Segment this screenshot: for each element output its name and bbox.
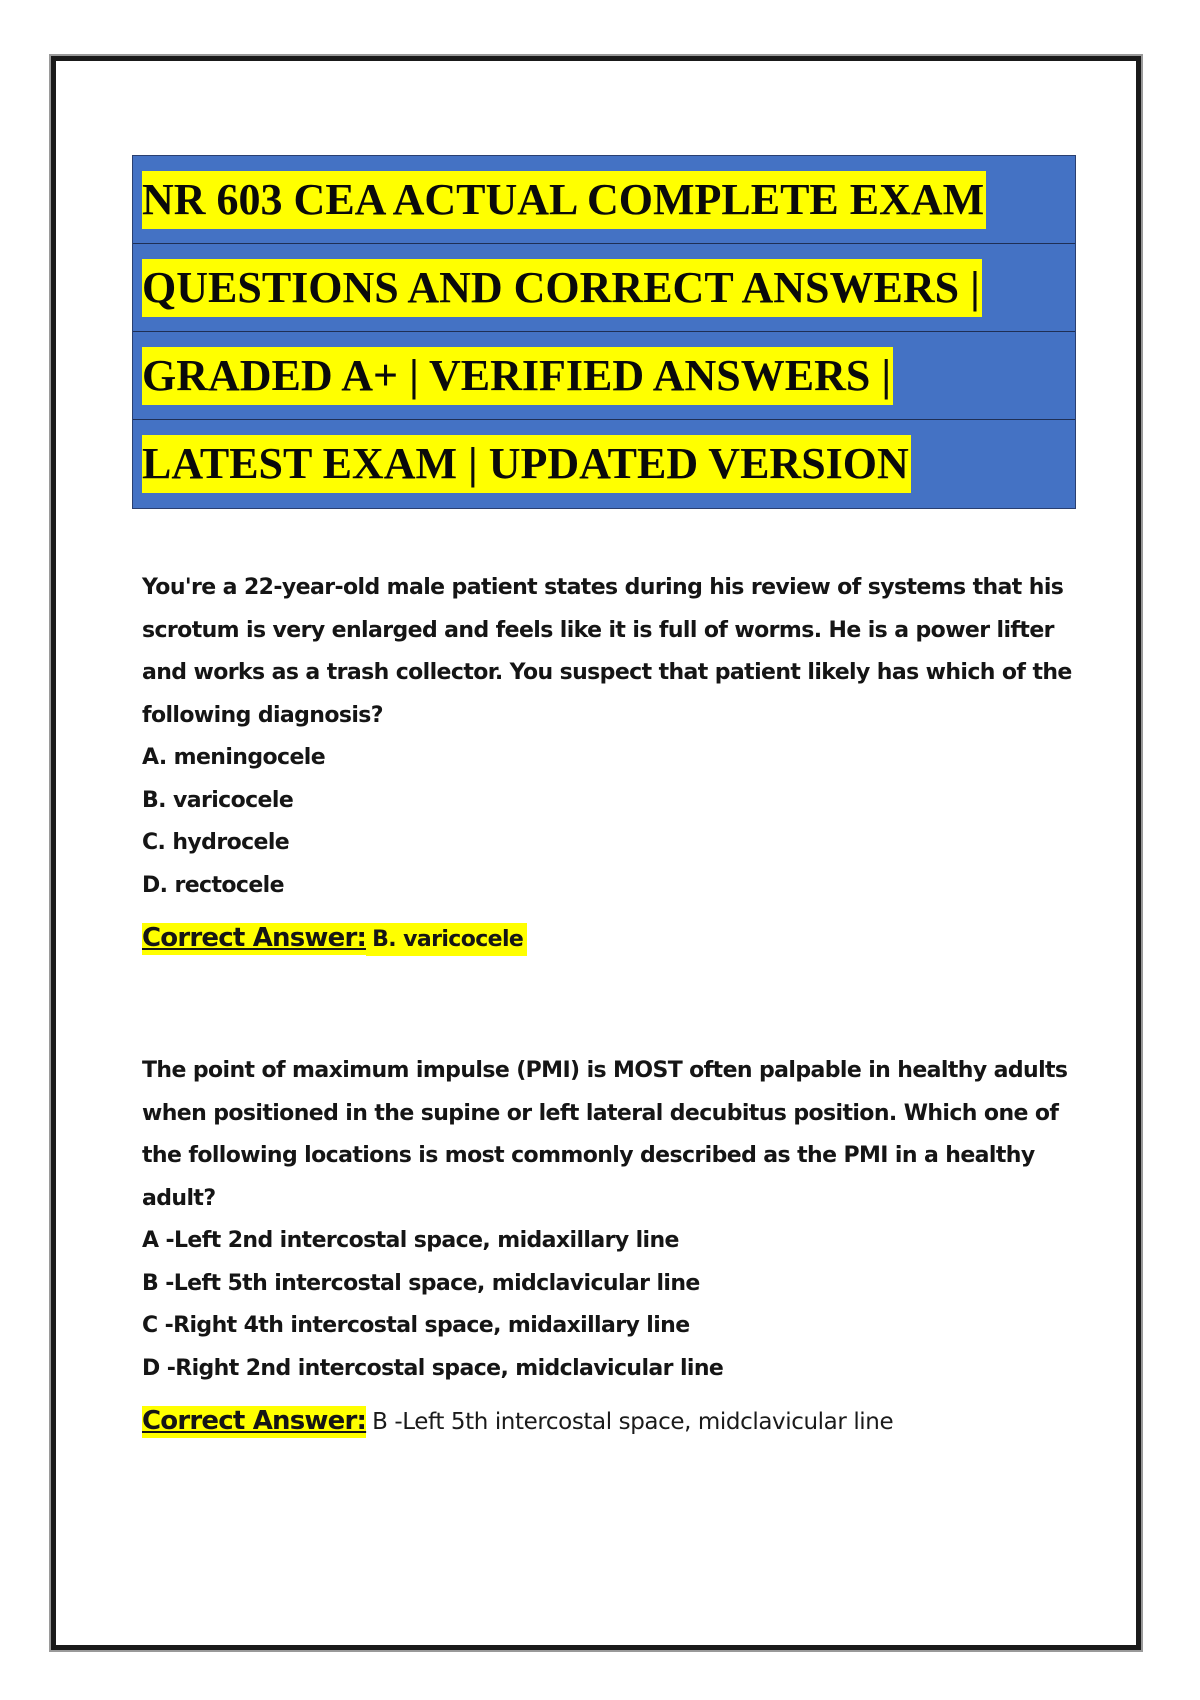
question-1-option-c: C. hydrocele (142, 830, 290, 855)
correct-answer-value: B -Left 5th intercostal space, midclavicular line (372, 1409, 894, 1435)
question-1-stem: You're a 22-year-old male patient states during his review of systems that his scrotum is very enlarged and feels like it is full of worms. He is a power lifter and works as a trash collector. You suspect that patient likely has which of the following diagnosis? (142, 575, 1072, 728)
title-line-4: LATEST EXAM | UPDATED VERSION (142, 435, 911, 493)
title-line-1: NR 603 CEA ACTUAL COMPLETE EXAM (142, 171, 986, 229)
question-2-option-d: D -Right 2nd intercostal space, midclavicular line (142, 1355, 724, 1381)
title-row (133, 420, 1075, 508)
title-row (133, 156, 1075, 244)
correct-answer-label: Correct Answer: (142, 923, 367, 953)
question-2-option-a: A -Left 2nd intercostal space, midaxillary line (142, 1228, 679, 1253)
title-row (133, 244, 1075, 332)
question-1-option-a: A. meningocele (142, 745, 326, 770)
question-2-option-c: C -Right 4th intercostal space, midaxillary line (142, 1313, 690, 1338)
question-2-option-b: B -Left 5th intercostal space, midclavicular line (142, 1270, 700, 1296)
question-1-answer (142, 917, 1072, 961)
question-1 (142, 567, 1072, 961)
question-2 (142, 1050, 1072, 1444)
question-1-option-d: D. rectocele (142, 872, 284, 898)
correct-answer-label: Correct Answer: (142, 1406, 367, 1436)
title-row (133, 332, 1075, 420)
question-2-answer (142, 1400, 1072, 1444)
document-title-box (132, 155, 1076, 509)
correct-answer-value: B. varicocele (366, 923, 527, 956)
title-line-2: QUESTIONS AND CORRECT ANSWERS | (142, 259, 982, 317)
question-2-options (142, 1220, 1072, 1390)
title-line-3: GRADED A+ | VERIFIED ANSWERS | (142, 347, 893, 405)
question-2-stem: The point of maximum impulse (PMI) is MOST often palpable in healthy adults when positioned in the supine or left lateral decubitus position. Which one of the following locations is most commonly described as the PMI in a healthy adult? (142, 1058, 1068, 1211)
question-1-options (142, 737, 1072, 907)
question-1-option-b: B. varicocele (142, 787, 294, 813)
